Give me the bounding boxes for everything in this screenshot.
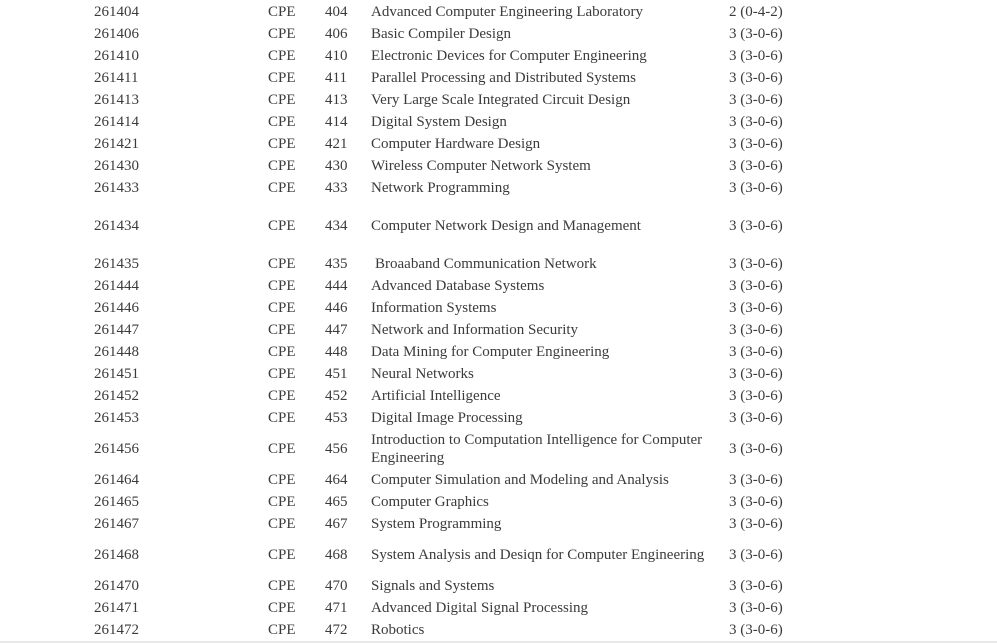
table-row <box>0 23 997 45</box>
course-credits: 3 (3-0-6) <box>729 388 783 404</box>
course-number: 406 <box>325 26 348 42</box>
course-number: 446 <box>325 300 348 316</box>
course-number: 456 <box>325 441 348 457</box>
course-number: 411 <box>325 70 347 86</box>
course-credits: 3 (3-0-6) <box>729 48 783 64</box>
course-title: Digital System Design <box>371 114 507 130</box>
course-credits: 2 (0-4-2) <box>729 4 783 20</box>
course-code: 261464 <box>94 472 139 488</box>
course-credits: 3 (3-0-6) <box>729 114 783 130</box>
course-number: 433 <box>325 180 348 196</box>
table-row <box>0 491 997 513</box>
course-dept: CPE <box>268 578 296 594</box>
course-number: 452 <box>325 388 348 404</box>
course-number: 467 <box>325 516 348 532</box>
course-credits: 3 (3-0-6) <box>729 441 783 457</box>
table-row <box>0 177 997 199</box>
course-title: Computer Graphics <box>371 494 489 510</box>
course-dept: CPE <box>268 218 296 234</box>
course-title: Advanced Digital Signal Processing <box>371 600 589 616</box>
course-dept: CPE <box>268 180 296 196</box>
course-title: Broaaband Communication Network <box>375 256 597 272</box>
course-code: 261451 <box>94 366 139 382</box>
course-dept: CPE <box>268 494 296 510</box>
course-code: 261421 <box>94 136 139 152</box>
course-code: 261467 <box>94 516 139 532</box>
course-number: 465 <box>325 494 348 510</box>
table-row <box>0 253 997 275</box>
course-dept: CPE <box>268 114 296 130</box>
course-credits: 3 (3-0-6) <box>729 218 783 234</box>
table-row <box>0 1 997 23</box>
course-credits: 3 (3-0-6) <box>729 516 783 532</box>
table-row <box>0 319 997 341</box>
course-title: Very Large Scale Integrated Circuit Design <box>371 92 631 108</box>
course-code: 261435 <box>94 256 139 272</box>
course-title: Artificial Intelligence <box>371 388 501 404</box>
course-title: Information Systems <box>371 300 497 316</box>
course-dept: CPE <box>268 256 296 272</box>
course-title: Computer Simulation and Modeling and Analysis <box>371 472 669 488</box>
course-code: 261444 <box>94 278 139 294</box>
course-code: 261465 <box>94 494 139 510</box>
course-number: 471 <box>325 600 348 616</box>
course-credits: 3 (3-0-6) <box>729 366 783 382</box>
course-title: Digital Image Processing <box>371 410 523 426</box>
course-credits: 3 (3-0-6) <box>729 472 783 488</box>
course-code: 261468 <box>94 547 139 563</box>
course-dept: CPE <box>268 158 296 174</box>
course-number: 414 <box>325 114 348 130</box>
course-title: Wireless Computer Network System <box>371 158 591 174</box>
course-dept: CPE <box>268 516 296 532</box>
course-dept: CPE <box>268 300 296 316</box>
course-title: Basic Compiler Design <box>371 26 511 42</box>
course-dept: CPE <box>268 92 296 108</box>
course-number: 413 <box>325 92 348 108</box>
course-dept: CPE <box>268 26 296 42</box>
course-dept: CPE <box>268 70 296 86</box>
table-row <box>0 341 997 363</box>
course-dept: CPE <box>268 472 296 488</box>
table-row <box>0 297 997 319</box>
course-title: Advanced Database Systems <box>371 278 545 294</box>
course-credits: 3 (3-0-6) <box>729 256 783 272</box>
course-code: 261410 <box>94 48 139 64</box>
course-number: 410 <box>325 48 348 64</box>
course-code: 261413 <box>94 92 139 108</box>
course-number: 444 <box>325 278 348 294</box>
course-credits: 3 (3-0-6) <box>729 300 783 316</box>
course-number: 451 <box>325 366 348 382</box>
course-number: 448 <box>325 344 348 360</box>
table-row <box>0 469 997 491</box>
course-credits: 3 (3-0-6) <box>729 578 783 594</box>
table-row <box>0 513 997 535</box>
course-number: 447 <box>325 322 348 338</box>
course-credits: 3 (3-0-6) <box>729 70 783 86</box>
course-credits: 3 (3-0-6) <box>729 158 783 174</box>
course-code: 261414 <box>94 114 139 130</box>
course-credits: 3 (3-0-6) <box>729 278 783 294</box>
course-dept: CPE <box>268 441 296 457</box>
course-code: 261411 <box>94 70 139 86</box>
course-credits: 3 (3-0-6) <box>729 26 783 42</box>
course-code: 261470 <box>94 578 139 594</box>
table-row <box>0 575 997 597</box>
course-title: Network Programming <box>371 180 510 196</box>
course-code: 261447 <box>94 322 139 338</box>
course-code: 261472 <box>94 622 139 638</box>
course-dept: CPE <box>268 136 296 152</box>
table-row <box>0 199 997 253</box>
course-code: 261448 <box>94 344 139 360</box>
course-code: 261471 <box>94 600 139 616</box>
course-credits: 3 (3-0-6) <box>729 410 783 426</box>
course-dept: CPE <box>268 410 296 426</box>
course-title: Computer Network Design and Management <box>371 218 641 234</box>
course-number: 464 <box>325 472 348 488</box>
course-number: 430 <box>325 158 348 174</box>
course-code: 261452 <box>94 388 139 404</box>
course-credits: 3 (3-0-6) <box>729 180 783 196</box>
table-row <box>0 89 997 111</box>
course-title: Advanced Computer Engineering Laboratory <box>371 4 643 20</box>
course-dept: CPE <box>268 622 296 638</box>
course-code: 261406 <box>94 26 139 42</box>
table-row <box>0 535 997 575</box>
course-number: 421 <box>325 136 348 152</box>
table-row <box>0 111 997 133</box>
course-credits: 3 (3-0-6) <box>729 322 783 338</box>
course-number: 472 <box>325 622 348 638</box>
course-code: 261430 <box>94 158 139 174</box>
table-row <box>0 407 997 429</box>
course-credits: 3 (3-0-6) <box>729 547 783 563</box>
course-credits: 3 (3-0-6) <box>729 494 783 510</box>
course-dept: CPE <box>268 322 296 338</box>
course-title: Neural Networks <box>371 366 474 382</box>
course-number: 470 <box>325 578 348 594</box>
course-title: Robotics <box>371 622 425 638</box>
course-code: 261446 <box>94 300 139 316</box>
course-title: Computer Hardware Design <box>371 136 541 152</box>
course-title: Network and Information Security <box>371 322 579 338</box>
course-title: Data Mining for Computer Engineering <box>371 344 610 360</box>
course-credits: 3 (3-0-6) <box>729 136 783 152</box>
table-row <box>0 429 997 469</box>
course-dept: CPE <box>268 4 296 20</box>
course-title: Parallel Processing and Distributed Systems <box>371 70 636 86</box>
course-code: 261404 <box>94 4 139 20</box>
course-number: 435 <box>325 256 348 272</box>
course-dept: CPE <box>268 600 296 616</box>
course-title: Signals and Systems <box>371 578 495 594</box>
table-row <box>0 45 997 67</box>
course-code: 261434 <box>94 218 139 234</box>
course-code: 261456 <box>94 441 139 457</box>
course-number: 453 <box>325 410 348 426</box>
course-number: 468 <box>325 547 348 563</box>
course-dept: CPE <box>268 388 296 404</box>
course-code: 261453 <box>94 410 139 426</box>
course-dept: CPE <box>268 547 296 563</box>
course-dept: CPE <box>268 366 296 382</box>
table-row <box>0 385 997 407</box>
course-title: Electronic Devices for Computer Engineering <box>371 48 647 64</box>
table-row <box>0 155 997 177</box>
course-title: Introduction to Computation Intelligence for Computer Engineering <box>371 432 703 466</box>
table-row <box>0 363 997 385</box>
course-title: System Analysis and Desiqn for Computer Engineering <box>371 547 705 563</box>
table-row <box>0 275 997 297</box>
course-credits: 3 (3-0-6) <box>729 92 783 108</box>
course-credits: 3 (3-0-6) <box>729 600 783 616</box>
course-dept: CPE <box>268 48 296 64</box>
course-credits: 3 (3-0-6) <box>729 622 783 638</box>
course-credits: 3 (3-0-6) <box>729 344 783 360</box>
table-row <box>0 67 997 89</box>
table-row <box>0 133 997 155</box>
course-dept: CPE <box>268 344 296 360</box>
table-row <box>0 597 997 619</box>
course-dept: CPE <box>268 278 296 294</box>
course-title: System Programming <box>371 516 502 532</box>
course-number: 404 <box>325 4 348 20</box>
course-number: 434 <box>325 218 348 234</box>
course-code: 261433 <box>94 180 139 196</box>
table-row <box>0 619 997 641</box>
